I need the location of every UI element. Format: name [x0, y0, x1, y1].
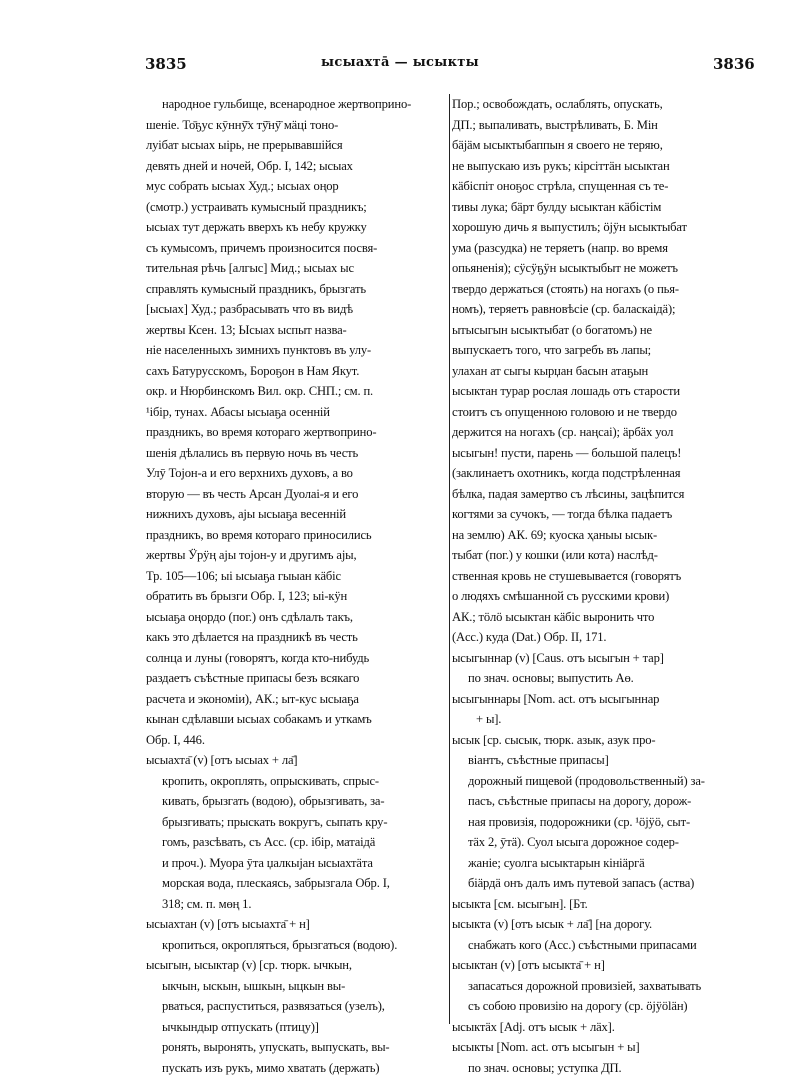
left-column	[146, 94, 448, 1024]
text-line: Пор.; освобождать, ослаблять, опускать,	[452, 94, 758, 115]
text-line: ысыктан турар рослая лошадь отъ старости	[452, 381, 758, 402]
text-line: дорожный пищевой (продовольственный) за-	[452, 771, 758, 792]
text-line: 318; см. п. мөң 1.	[146, 894, 448, 915]
text-line: ысыах тут держать вверхъ къ небу кружку	[146, 217, 448, 238]
text-line: съ собою провизію на дорогу (ср. ӧјӱӧlӓн)	[452, 996, 758, 1017]
column-divider	[449, 94, 450, 1024]
text-line: по знач. основы; выпустить Аө.	[452, 668, 758, 689]
text-line: (заклинаетъ охотникъ, когда подстрѣленная	[452, 463, 758, 484]
text-line: тивы лука; бӓрт булду ысыктан кӓбістім	[452, 197, 758, 218]
text-line: + ы].	[452, 709, 758, 730]
text-line: ысыкта (v) [отъ ысык + ла̄] [на дорогу.	[452, 914, 758, 935]
text-line: снабжать кого (Acc.) съѣстными припасами	[452, 935, 758, 956]
text-line: ысыгын! пусти, парень — большой палецъ!	[452, 443, 758, 464]
text-line: жертвы Ӱрӱң ајы тојон-у и другимъ ајы,	[146, 545, 448, 566]
text-line: ысыктӓх [Adj. отъ ысык + лӓх].	[452, 1017, 758, 1038]
text-line: біӓрдӓ онъ далъ имъ путевой запасъ (аства)	[452, 873, 758, 894]
text-line: ытысыгын ысыктыбат (о богатомъ) не	[452, 320, 758, 341]
text-line: ысыкты [Nom. act. отъ ысыгын + ы]	[452, 1037, 758, 1058]
text-line: ніе населенныхъ зимнихъ пунктовъ въ улу-	[146, 340, 448, 361]
text-line: раздаетъ съѣстные припасы безъ всякаго	[146, 668, 448, 689]
text-line: гомъ, разсѣвать, съ Acc. (ср. ібір, матаідӓ	[146, 832, 448, 853]
text-line: пускать изъ рукъ, мимо хватать (держать)	[146, 1058, 448, 1078]
text-line: Обр. I, 446.	[146, 730, 448, 751]
text-line: ственная кровь не стушевывается (говорятъ	[452, 566, 758, 587]
text-line: мус собрать ысыах Худ.; ысыах оңор	[146, 176, 448, 197]
text-line: (Acc.) куда (Dat.) Обр. II, 171.	[452, 627, 758, 648]
text-line: справлять кумысный праздникъ, брызгать	[146, 279, 448, 300]
text-line: жертвы Ксен. 13; Ысыах ыспыт назва-	[146, 320, 448, 341]
text-line: ысыахта̄ (v) [отъ ысыах + ла̄]	[146, 750, 448, 771]
text-line: морская вода, плескаясь, забрызгала Обр. I,	[146, 873, 448, 894]
text-line: Тр. 105—106; ыі ысыаҕа гыыан кӓбiс	[146, 566, 448, 587]
text-line: бӓјӓм ысыктыбаппын я своего не теряю,	[452, 135, 758, 156]
text-line: тительная рѣчь [алгыс] Мид.; ысыах ыс	[146, 258, 448, 279]
text-line: не выпускаю изъ рукъ; кірсіттӓн ысыктан	[452, 156, 758, 177]
text-line: Улӯ Тојон-а и его верхнихъ духовъ, а во	[146, 463, 448, 484]
text-line: ысыгыннар (v) [Caus. отъ ысыгын + тар]	[452, 648, 758, 669]
text-line: праздникъ, во время котораго приносились	[146, 525, 448, 546]
text-line: окр. и Нюрбинскомъ Вил. окр. СНП.; см. п.	[146, 381, 448, 402]
text-line: стоитъ съ опущенною головою и не твердо	[452, 402, 758, 423]
text-line: вторую — въ честь Арсан Дуолаі-я и его	[146, 484, 448, 505]
text-line: жаніе; суолга ысыктарын кініӓргӓ	[452, 853, 758, 874]
text-line: по знач. основы; уступка ДП.	[452, 1058, 758, 1078]
text-line: ысыгын, ысыктар (v) [ср. тюрк. ычкын,	[146, 955, 448, 976]
text-line: (смотр.) устраивать кумысный праздникъ;	[146, 197, 448, 218]
text-line: ронять, выронять, упускать, выпускать, вы-	[146, 1037, 448, 1058]
text-line: ыкчын, ыскын, ышкын, ыцкын вы-	[146, 976, 448, 997]
text-line: обратить въ брызги Обр. I, 123; ыі-кӱн	[146, 586, 448, 607]
text-line: кӓбіспіт оноҕос стрѣла, спущенная съ те-	[452, 176, 758, 197]
right-column	[452, 94, 758, 1024]
text-line: ДП.; выпаливать, выстрѣливать, Б. Мін	[452, 115, 758, 136]
text-line: девять дней и ночей, Обр. I, 142; ысыах	[146, 156, 448, 177]
text-line: [ысыах] Худ.; разбрасывать что въ видѣ	[146, 299, 448, 320]
text-line: тӓх 2, ӯтӓ). Суол ысыга дорожное содер-	[452, 832, 758, 853]
running-title: ысыахта̄ — ысыкты	[0, 55, 800, 70]
text-line: расчета и экономіи), АК.; ыт-кус ысыаҕа	[146, 689, 448, 710]
text-line: на землю) АК. 69; куоска ҳаныы ысык-	[452, 525, 758, 546]
page-header	[0, 55, 800, 85]
text-line: віантъ, съѣстные припасы]	[452, 750, 758, 771]
text-line: шенія дѣлались въ первую ночь въ честь	[146, 443, 448, 464]
text-line: брызгивать; прыскать вокругъ, сыпать кру-	[146, 812, 448, 833]
text-line: луібат ысыах ыiрь, не прерывавшійся	[146, 135, 448, 156]
text-line: АК.; тӧлӧ ысыктан кӓбіс выронить что	[452, 607, 758, 628]
text-line: твердо держаться (стоять) на ногахъ (о пья-	[452, 279, 758, 300]
text-line: какъ это дѣлается на праздникѣ въ честь	[146, 627, 448, 648]
text-line: солнца и луны (говорятъ, когда кто-нибудь	[146, 648, 448, 669]
text-line: держится на ногахъ (ср. наңсаі); ӓрбӓх уол	[452, 422, 758, 443]
text-line: кропить, окроплять, опрыскивать, спрыс-	[146, 771, 448, 792]
text-line: о людяхъ смѣшанной съ русскими крови)	[452, 586, 758, 607]
text-line: народное гульбище, всенародное жертвоприно-	[146, 94, 448, 115]
text-line: съ кумысомъ, причемъ произносится посвя-	[146, 238, 448, 259]
text-line: тыбат (пог.) у кошки (или кота) наслѣд-	[452, 545, 758, 566]
text-line: и проч.). Муора ӯта џалкыјан ысыахтӓта	[146, 853, 448, 874]
page-number-right: 3836	[713, 55, 755, 73]
text-line: нижнихъ духовъ, ајы ысыаҕа весенній	[146, 504, 448, 525]
text-line: ысыгыннары [Nom. act. отъ ысыгыннар	[452, 689, 758, 710]
text-line: когтями за сучокъ, — тогда бѣлка падаетъ	[452, 504, 758, 525]
text-line: номъ), теряетъ равновѣсіе (ср. баласкаідӓ);	[452, 299, 758, 320]
text-line: ная провизія, подорожники (ср. ¹öјӱӧ, сыт-	[452, 812, 758, 833]
text-line: ысыаҕа оңордо (пог.) онъ сдѣлалъ такъ,	[146, 607, 448, 628]
text-line: праздникъ, во время котораго жертвоприно-	[146, 422, 448, 443]
text-line: выпускаетъ того, что загребъ въ лапы;	[452, 340, 758, 361]
text-line: кивать, брызгать (водою), обрызгивать, за-	[146, 791, 448, 812]
text-line: пасъ, съѣстные припасы на дорогу, дорож-	[452, 791, 758, 812]
text-line: ¹ібір, тунах. Абасы ысыаҕа осенній	[146, 402, 448, 423]
text-line: хорошую дичь я выпустилъ; ӧјӱн ысыктыбат	[452, 217, 758, 238]
text-line: опьяненія); сӱсӱҕӱн ысыктыбыт не можетъ	[452, 258, 758, 279]
text-line: шеніе. То̄ҕус кӯннӯ̄х тӯ̄нӯ̄ мӓцi тоно-	[146, 115, 448, 136]
text-line: ычкындыр отпускать (птицу)]	[146, 1017, 448, 1038]
text-line: ысык [ср. сысык, тюрк. азык, азук про-	[452, 730, 758, 751]
text-line: бѣлка, падая замертво съ лѣсины, зацѣпится	[452, 484, 758, 505]
text-line: ума (разсудка) не теряетъ (напр. во время	[452, 238, 758, 259]
text-line: сахъ Батурусскомъ, Бороҕон в Нам Якут.	[146, 361, 448, 382]
text-line: запасаться дорожной провизіей, захватывать	[452, 976, 758, 997]
text-line: рваться, распуститься, развязаться (узелъ),	[146, 996, 448, 1017]
page-number-left: 3835	[145, 55, 187, 73]
text-line: кынан сдѣлавши ысыах собакамъ и уткамъ	[146, 709, 448, 730]
text-line: ысыкта [см. ысыгын]. [Бт.	[452, 894, 758, 915]
text-line: ысыахтан (v) [отъ ысыахта̄ + н]	[146, 914, 448, 935]
text-line: кропиться, окропляться, брызгаться (водою).	[146, 935, 448, 956]
text-line: ысыктан (v) [отъ ысыкта̄ + н]	[452, 955, 758, 976]
text-line: улахан ат сыгы кырџан басын атаҕын	[452, 361, 758, 382]
